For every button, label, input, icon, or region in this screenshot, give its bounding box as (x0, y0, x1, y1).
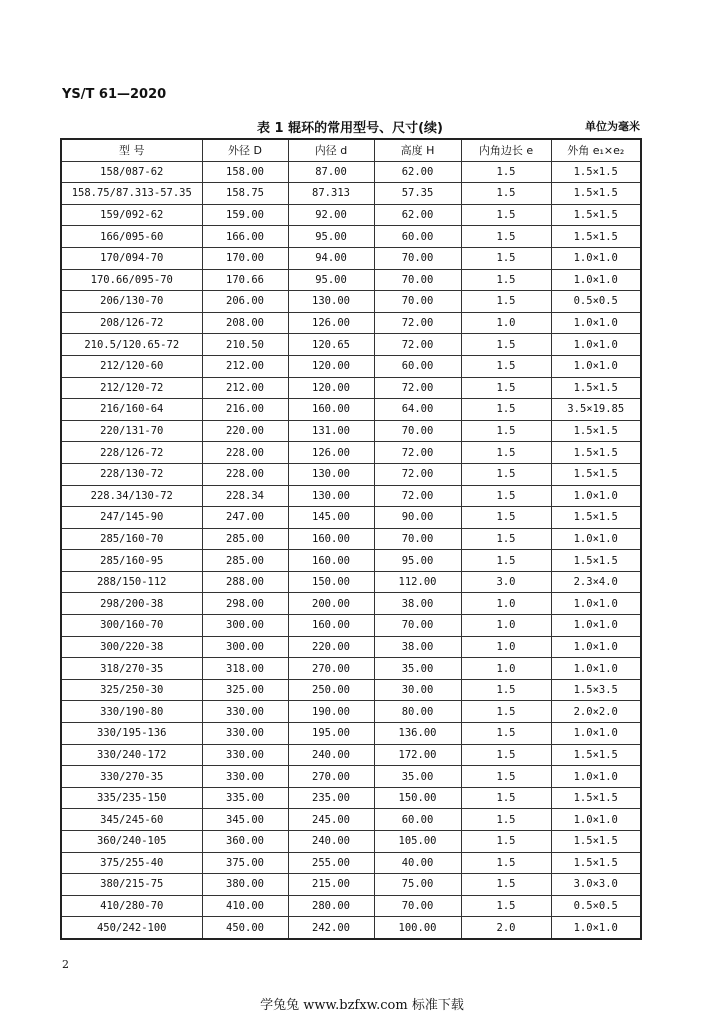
table-cell: 70.00 (374, 247, 461, 269)
table-cell: 270.00 (288, 658, 374, 680)
column-header: 外径 D (202, 139, 288, 161)
table-cell: 1.5 (461, 744, 551, 766)
table-cell: 72.00 (374, 377, 461, 399)
table-cell: 330/240-172 (61, 744, 202, 766)
table-cell: 1.5×1.5 (551, 744, 641, 766)
table-cell: 1.0 (461, 312, 551, 334)
table-cell: 220.00 (288, 636, 374, 658)
table-cell: 410/280-70 (61, 895, 202, 917)
table-row (61, 874, 641, 896)
table-cell: 325.00 (202, 679, 288, 701)
column-header: 型 号 (61, 139, 202, 161)
table-cell: 87.00 (288, 161, 374, 183)
table-cell: 1.5 (461, 766, 551, 788)
table-cell: 1.5 (461, 528, 551, 550)
table-cell: 1.5 (461, 377, 551, 399)
table-row (61, 463, 641, 485)
table-cell: 150.00 (374, 787, 461, 809)
table-cell: 1.5 (461, 485, 551, 507)
table-cell: 1.5 (461, 291, 551, 313)
table-cell: 280.00 (288, 895, 374, 917)
table-cell: 130.00 (288, 463, 374, 485)
table-cell: 250.00 (288, 679, 374, 701)
table-cell: 1.0×1.0 (551, 766, 641, 788)
table-row (61, 507, 641, 529)
table-row (61, 809, 641, 831)
table-cell: 60.00 (374, 809, 461, 831)
table-cell: 1.5×1.5 (551, 787, 641, 809)
table-cell: 1.5 (461, 442, 551, 464)
table-cell: 2.0×2.0 (551, 701, 641, 723)
table-cell: 2.3×4.0 (551, 571, 641, 593)
table-row (61, 636, 641, 658)
table-cell: 112.00 (374, 571, 461, 593)
table-cell: 208.00 (202, 312, 288, 334)
table-cell: 360/240-105 (61, 831, 202, 853)
table-cell: 1.0×1.0 (551, 485, 641, 507)
table-cell: 3.5×19.85 (551, 399, 641, 421)
table-cell: 270.00 (288, 766, 374, 788)
table-cell: 1.5 (461, 679, 551, 701)
table-cell: 195.00 (288, 723, 374, 745)
table-cell: 1.5×1.5 (551, 183, 641, 205)
table-cell: 1.5 (461, 226, 551, 248)
table-cell: 126.00 (288, 442, 374, 464)
table-cell: 212.00 (202, 377, 288, 399)
column-header: 内角边长 e (461, 139, 551, 161)
table-cell: 242.00 (288, 917, 374, 939)
table-cell: 330/195-136 (61, 723, 202, 745)
table-cell: 212/120-72 (61, 377, 202, 399)
table-cell: 1.0×1.0 (551, 636, 641, 658)
table-cell: 90.00 (374, 507, 461, 529)
table-cell: 330.00 (202, 744, 288, 766)
table-row (61, 787, 641, 809)
table-row (61, 183, 641, 205)
table-caption (60, 117, 640, 135)
table-cell: 1.5×1.5 (551, 377, 641, 399)
table-cell: 1.0×1.0 (551, 312, 641, 334)
table-cell: 2.0 (461, 917, 551, 939)
table-cell: 330.00 (202, 723, 288, 745)
table-cell: 220/131-70 (61, 420, 202, 442)
table-row (61, 679, 641, 701)
table-cell: 288.00 (202, 571, 288, 593)
table-row (61, 204, 641, 226)
table-cell: 300.00 (202, 636, 288, 658)
table-row (61, 334, 641, 356)
table-cell: 247.00 (202, 507, 288, 529)
table-cell: 240.00 (288, 744, 374, 766)
table-cell: 380.00 (202, 874, 288, 896)
table-cell: 40.00 (374, 852, 461, 874)
table-row (61, 528, 641, 550)
table-cell: 95.00 (288, 269, 374, 291)
table-cell: 145.00 (288, 507, 374, 529)
table-cell: 216/160-64 (61, 399, 202, 421)
table-cell: 245.00 (288, 809, 374, 831)
table-cell: 1.5×1.5 (551, 550, 641, 572)
table-cell: 95.00 (374, 550, 461, 572)
table-cell: 166/095-60 (61, 226, 202, 248)
table-cell: 1.5 (461, 355, 551, 377)
table-cell: 160.00 (288, 615, 374, 637)
table-cell: 1.5 (461, 463, 551, 485)
table-row (61, 269, 641, 291)
table-cell: 72.00 (374, 442, 461, 464)
table-cell: 158.75 (202, 183, 288, 205)
table-cell: 170/094-70 (61, 247, 202, 269)
table-cell: 72.00 (374, 334, 461, 356)
table-cell: 335.00 (202, 787, 288, 809)
table-cell: 120.00 (288, 377, 374, 399)
table-cell: 228/126-72 (61, 442, 202, 464)
table-cell: 120.00 (288, 355, 374, 377)
table-cell: 1.5 (461, 507, 551, 529)
table-cell: 1.0 (461, 615, 551, 637)
table-row (61, 766, 641, 788)
table-cell: 1.0×1.0 (551, 723, 641, 745)
table-cell: 75.00 (374, 874, 461, 896)
table-cell: 228.00 (202, 442, 288, 464)
table-row (61, 442, 641, 464)
table-row (61, 852, 641, 874)
table-row (61, 593, 641, 615)
table-cell: 1.0 (461, 658, 551, 680)
table-cell: 335/235-150 (61, 787, 202, 809)
table-cell: 1.5 (461, 852, 551, 874)
table-cell: 30.00 (374, 679, 461, 701)
table-cell: 1.5 (461, 334, 551, 356)
table-cell: 158.00 (202, 161, 288, 183)
table-row (61, 355, 641, 377)
table-row (61, 658, 641, 680)
table-cell: 38.00 (374, 593, 461, 615)
table-row (61, 917, 641, 939)
column-header: 外角 e₁×e₂ (551, 139, 641, 161)
table-cell: 131.00 (288, 420, 374, 442)
table-body (61, 161, 641, 939)
table-cell: 1.5 (461, 247, 551, 269)
table-cell: 1.5×1.5 (551, 420, 641, 442)
table-cell: 170.66/095-70 (61, 269, 202, 291)
table-cell: 380/215-75 (61, 874, 202, 896)
table-header-row (61, 139, 641, 161)
table-cell: 1.5×1.5 (551, 831, 641, 853)
table-cell: 1.0×1.0 (551, 247, 641, 269)
table-cell: 1.0×1.0 (551, 528, 641, 550)
table-cell: 105.00 (374, 831, 461, 853)
table-cell: 375/255-40 (61, 852, 202, 874)
table-cell: 120.65 (288, 334, 374, 356)
table-cell: 1.5 (461, 874, 551, 896)
table-cell: 160.00 (288, 550, 374, 572)
table-cell: 60.00 (374, 226, 461, 248)
table-cell: 158/087-62 (61, 161, 202, 183)
table-cell: 80.00 (374, 701, 461, 723)
table-cell: 285.00 (202, 528, 288, 550)
table-cell: 1.0 (461, 636, 551, 658)
table-cell: 1.5 (461, 420, 551, 442)
table-cell: 38.00 (374, 636, 461, 658)
table-cell: 208/126-72 (61, 312, 202, 334)
table-cell: 35.00 (374, 658, 461, 680)
table-cell: 100.00 (374, 917, 461, 939)
table-cell: 375.00 (202, 852, 288, 874)
table-cell: 300.00 (202, 615, 288, 637)
footer-watermark: 学兔兔 www.bzfxw.com 标准下载 (260, 998, 464, 1013)
table-cell: 64.00 (374, 399, 461, 421)
table-row (61, 895, 641, 917)
table-row (61, 420, 641, 442)
table-cell: 1.5 (461, 723, 551, 745)
table-cell: 1.5 (461, 399, 551, 421)
page-number: 2 (62, 958, 69, 971)
table-cell: 450/242-100 (61, 917, 202, 939)
table-cell: 35.00 (374, 766, 461, 788)
table-cell: 285/160-70 (61, 528, 202, 550)
table-cell: 57.35 (374, 183, 461, 205)
table-cell: 288/150-112 (61, 571, 202, 593)
table-cell: 1.5×1.5 (551, 226, 641, 248)
table-cell: 1.5 (461, 269, 551, 291)
table-cell: 1.5×1.5 (551, 507, 641, 529)
table-cell: 1.0×1.0 (551, 355, 641, 377)
table-cell: 95.00 (288, 226, 374, 248)
table-cell: 150.00 (288, 571, 374, 593)
table-cell: 200.00 (288, 593, 374, 615)
table-cell: 1.0×1.0 (551, 269, 641, 291)
table-cell: 130.00 (288, 485, 374, 507)
table-cell: 345/245-60 (61, 809, 202, 831)
column-header: 内径 d (288, 139, 374, 161)
table-row (61, 399, 641, 421)
table-cell: 345.00 (202, 809, 288, 831)
table-cell: 1.0×1.0 (551, 334, 641, 356)
dimension-table (60, 138, 642, 940)
table-cell: 330/190-80 (61, 701, 202, 723)
table-cell: 298/200-38 (61, 593, 202, 615)
table-cell: 247/145-90 (61, 507, 202, 529)
table-cell: 330.00 (202, 701, 288, 723)
table-cell: 94.00 (288, 247, 374, 269)
table-cell: 1.5×1.5 (551, 852, 641, 874)
table-row (61, 161, 641, 183)
table-cell: 87.313 (288, 183, 374, 205)
table-cell: 70.00 (374, 291, 461, 313)
table-cell: 159.00 (202, 204, 288, 226)
table-cell: 240.00 (288, 831, 374, 853)
table-cell: 255.00 (288, 852, 374, 874)
table-cell: 1.0×1.0 (551, 615, 641, 637)
table-cell: 62.00 (374, 204, 461, 226)
table-cell: 330.00 (202, 766, 288, 788)
table-cell: 212/120-60 (61, 355, 202, 377)
table-row (61, 571, 641, 593)
table-cell: 70.00 (374, 269, 461, 291)
table-row (61, 312, 641, 334)
table-cell: 318.00 (202, 658, 288, 680)
table-cell: 70.00 (374, 528, 461, 550)
table-cell: 318/270-35 (61, 658, 202, 680)
table-row (61, 247, 641, 269)
table-cell: 70.00 (374, 615, 461, 637)
table-row (61, 485, 641, 507)
standard-code: YS/T 61—2020 (62, 87, 167, 102)
table-row (61, 550, 641, 572)
table-cell: 130.00 (288, 291, 374, 313)
table-cell: 126.00 (288, 312, 374, 334)
table-cell: 235.00 (288, 787, 374, 809)
table-cell: 62.00 (374, 161, 461, 183)
table-cell: 228.00 (202, 463, 288, 485)
table-cell: 210.5/120.65-72 (61, 334, 202, 356)
table-cell: 72.00 (374, 485, 461, 507)
table-cell: 216.00 (202, 399, 288, 421)
table-cell: 1.5 (461, 831, 551, 853)
table-cell: 1.5×3.5 (551, 679, 641, 701)
table-row (61, 744, 641, 766)
table-cell: 1.5 (461, 204, 551, 226)
table-title: 表 1 辊环的常用型号、尺寸(续) (257, 121, 443, 136)
table-cell: 3.0 (461, 571, 551, 593)
table-cell: 298.00 (202, 593, 288, 615)
table-cell: 210.50 (202, 334, 288, 356)
table-cell: 3.0×3.0 (551, 874, 641, 896)
table-cell: 158.75/87.313-57.35 (61, 183, 202, 205)
table-cell: 172.00 (374, 744, 461, 766)
table-cell: 1.5 (461, 183, 551, 205)
table-cell: 159/092-62 (61, 204, 202, 226)
table-cell: 325/250-30 (61, 679, 202, 701)
table-cell: 1.5×1.5 (551, 442, 641, 464)
table-cell: 285/160-95 (61, 550, 202, 572)
table-cell: 160.00 (288, 399, 374, 421)
table-cell: 228.34 (202, 485, 288, 507)
table-cell: 206/130-70 (61, 291, 202, 313)
table-cell: 92.00 (288, 204, 374, 226)
table-cell: 285.00 (202, 550, 288, 572)
table-cell: 1.5×1.5 (551, 161, 641, 183)
table-cell: 170.00 (202, 247, 288, 269)
table-cell: 1.5 (461, 787, 551, 809)
table-cell: 1.5 (461, 161, 551, 183)
table-cell: 410.00 (202, 895, 288, 917)
table-cell: 166.00 (202, 226, 288, 248)
table-row (61, 615, 641, 637)
column-header: 高度 H (374, 139, 461, 161)
table-cell: 70.00 (374, 420, 461, 442)
table-cell: 1.0 (461, 593, 551, 615)
table-cell: 206.00 (202, 291, 288, 313)
table-cell: 450.00 (202, 917, 288, 939)
table-cell: 1.0×1.0 (551, 917, 641, 939)
table-cell: 136.00 (374, 723, 461, 745)
table-cell: 72.00 (374, 463, 461, 485)
table-cell: 212.00 (202, 355, 288, 377)
table-cell: 1.5 (461, 895, 551, 917)
table-cell: 190.00 (288, 701, 374, 723)
table-cell: 1.5 (461, 809, 551, 831)
unit-note: 单位为毫米 (585, 120, 640, 133)
table-cell: 72.00 (374, 312, 461, 334)
table-cell: 300/160-70 (61, 615, 202, 637)
table-row (61, 701, 641, 723)
table-cell: 60.00 (374, 355, 461, 377)
table-cell: 1.5×1.5 (551, 463, 641, 485)
table-cell: 1.0×1.0 (551, 809, 641, 831)
table-row (61, 291, 641, 313)
table-cell: 0.5×0.5 (551, 291, 641, 313)
table-cell: 1.5×1.5 (551, 204, 641, 226)
table-cell: 228/130-72 (61, 463, 202, 485)
table-cell: 360.00 (202, 831, 288, 853)
table-cell: 300/220-38 (61, 636, 202, 658)
table-row (61, 226, 641, 248)
table-cell: 1.0×1.0 (551, 658, 641, 680)
table-cell: 330/270-35 (61, 766, 202, 788)
table-cell: 1.5 (461, 550, 551, 572)
table-cell: 160.00 (288, 528, 374, 550)
table-row (61, 377, 641, 399)
table-cell: 1.0×1.0 (551, 593, 641, 615)
table-row (61, 723, 641, 745)
table-cell: 0.5×0.5 (551, 895, 641, 917)
table-cell: 215.00 (288, 874, 374, 896)
table-cell: 220.00 (202, 420, 288, 442)
table-cell: 228.34/130-72 (61, 485, 202, 507)
table-row (61, 831, 641, 853)
table-cell: 70.00 (374, 895, 461, 917)
table-cell: 170.66 (202, 269, 288, 291)
table-cell: 1.5 (461, 701, 551, 723)
